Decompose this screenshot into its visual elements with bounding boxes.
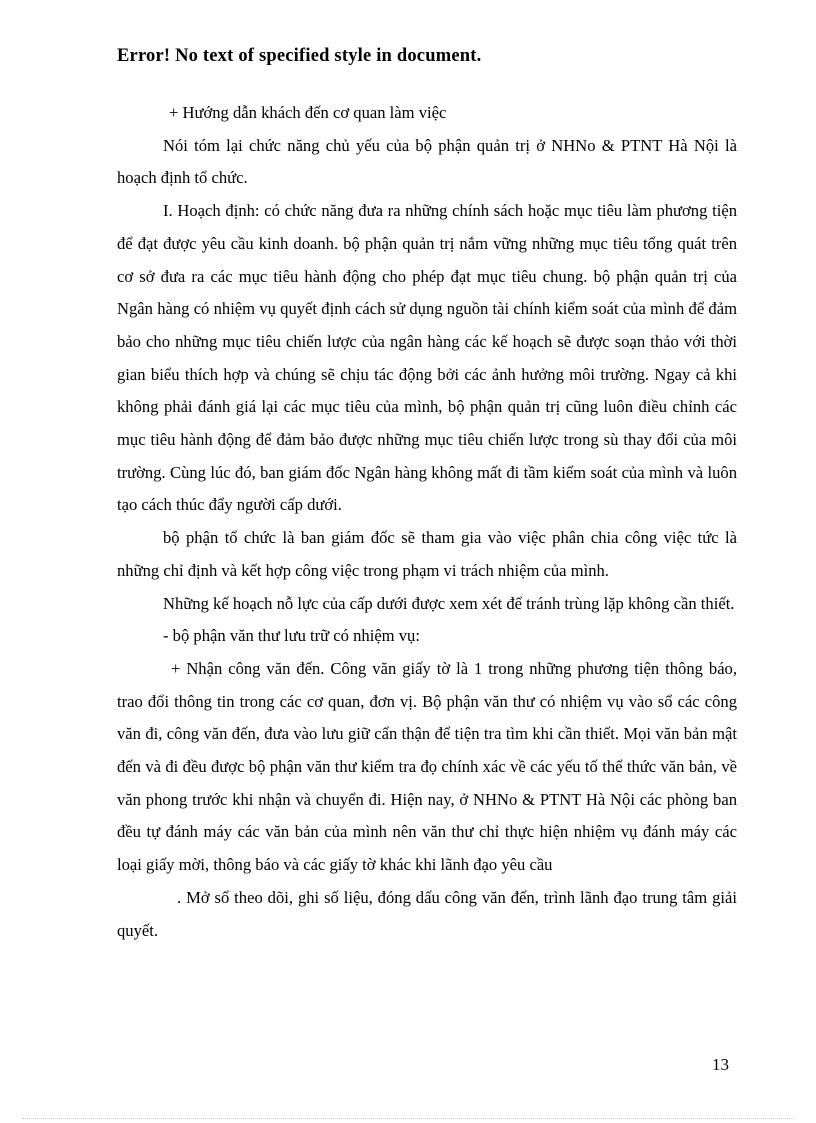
page-bottom-divider bbox=[22, 1118, 794, 1119]
paragraph-subordinate-plans: Những kế hoạch nỗ lực của cấp dưới được xem xét để tránh trùng lặp không cần thiết. bbox=[163, 593, 735, 613]
paragraph-organization: bộ phận tổ chức là ban giám đốc sẽ tham gia vào việc phân chia công việc tức là những chỉ định và kết hợp công việc trong phạm vi trách nhiệm của mình. bbox=[117, 528, 737, 580]
page-number: 13 bbox=[712, 1055, 729, 1074]
paragraph-register-book: . Mở sổ theo dõi, ghi số liệu, đóng dấu công văn đến, trình lãnh đạo trung tâm giải quyết. bbox=[117, 887, 737, 940]
paragraph-archive-duties: - bộ phận văn thư lưu trữ có nhiệm vụ: bbox=[163, 626, 420, 646]
paragraph-guide-visitors: + Hướng dẫn khách đến cơ quan làm việc bbox=[169, 103, 447, 122]
paragraph-summary: Nói tóm lại chức năng chủ yếu của bộ phận quản trị ở NHNo & PTNT Hà Nội là hoạch định tổ chức. bbox=[117, 135, 737, 188]
paragraph-incoming-documents: + Nhận công văn đến. Công văn giấy tờ là 1 trong những phương tiện thông báo, trao đổi thông tin trong các cơ quan, đơn vị. Bộ phận văn thư có nhiệm vụ vào sổ các công văn đi, công văn đến, đưa vào lưu giữ cẩn thận để tiện tra tìm khi cần thiết. Mọi văn bản mật đến và đi đều được bộ phận văn thư kiểm tra đọ chính xác về các yếu tố thể thức văn bản, về văn phong trước khi nhận và chuyển đi. Hiện nay, ở NHNo & PTNT Hà Nội các phòng ban đều tự đánh máy các văn bản của mình nên văn thư chỉ thực hiện nhiệm vụ đánh máy các loại giấy mời, thông báo và các giấy tờ khác khi lãnh đạo yêu cầu bbox=[117, 658, 737, 875]
document-body bbox=[117, 97, 737, 947]
paragraph-planning: I. Hoạch định: có chức năng đưa ra những chính sách hoặc mục tiêu làm phương tiện để đạt được yêu cầu kinh doanh. bộ phận quản trị nắm vững những mục tiêu tổng quát trên cơ sở đưa ra các mục tiêu hành động cho phép đạt mục tiêu chung. bộ phận quản trị của Ngân hàng có nhiệm vụ quyết định cách sử dụng nguồn tài chính kiểm soát của mình để đảm bảo cho những mục tiêu chiến lược của ngân hàng các kế hoạch sẽ được soạn thảo với thời gian biểu thích hợp và chúng sẽ chịu tác động bởi các ảnh hưởng môi trường. Ngay cả khi không phải đánh giá lại các mục tiêu của mình, bộ phận quản trị cũng luôn điều chỉnh các mục tiêu hành động để đảm bảo được những mục tiêu chiến lược trong sù thay đổi của môi trường. Cùng lúc đó, ban giám đốc Ngân hàng không mất đi tầm kiểm soát của mình và luôn tạo cách thúc đẩy người cấp dưới. bbox=[117, 201, 737, 515]
document-header: Error! No text of specified style in document. bbox=[117, 46, 482, 66]
